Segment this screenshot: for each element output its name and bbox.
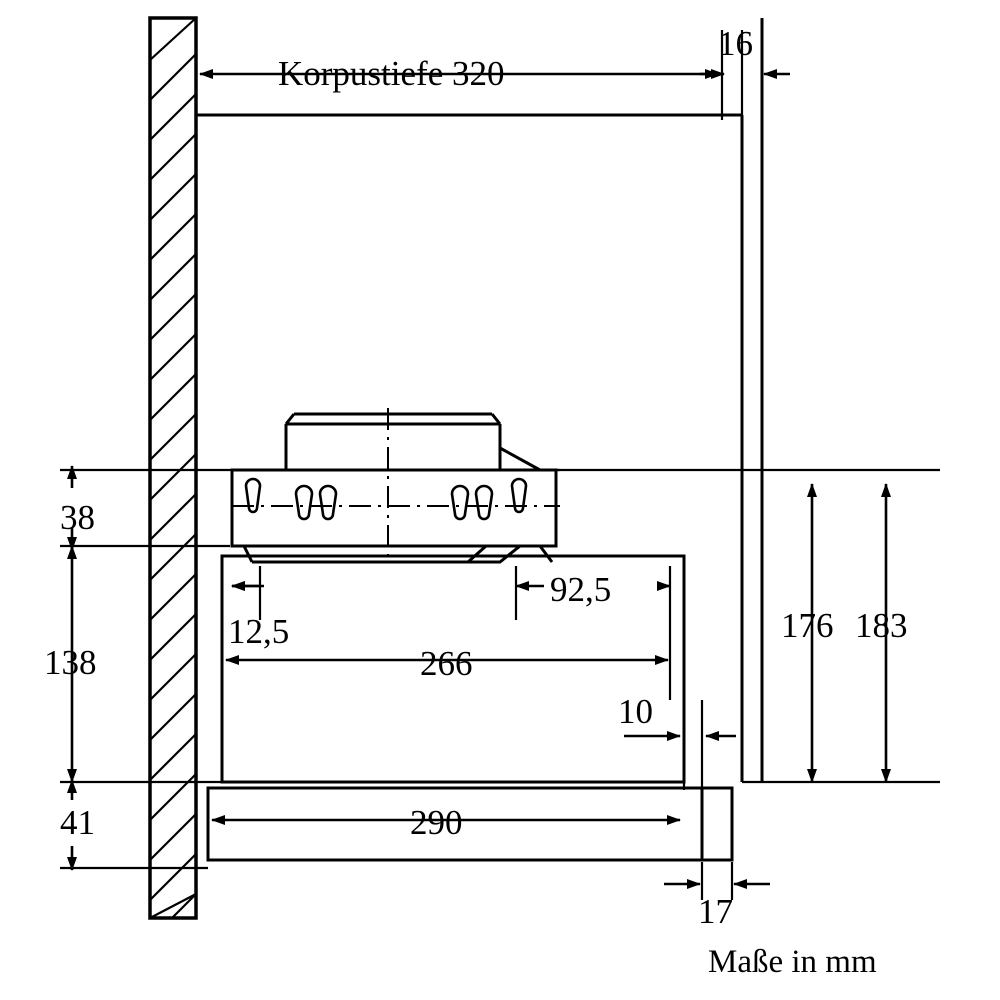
dim-label-138: 138 — [44, 643, 97, 682]
dim-label-17: 17 — [698, 892, 733, 931]
dim-label-10: 10 — [618, 692, 653, 731]
dim-label-176: 176 — [781, 606, 834, 645]
dim-label-290: 290 — [410, 803, 463, 842]
dim-label-38: 38 — [60, 498, 95, 537]
mounting-keyhole-slots — [246, 479, 526, 519]
dimension-arrow-lines — [72, 74, 886, 884]
footer-units-note: Maße in mm — [708, 944, 877, 980]
dim-label-korpustiefe: Korpustiefe 320 — [278, 54, 505, 93]
dim-label-266: 266 — [420, 644, 473, 683]
hood-pullout-drawer — [208, 788, 732, 860]
dim-label-16: 16 — [718, 24, 753, 63]
hood-motor-housing — [232, 414, 556, 562]
cabinet-outline — [196, 18, 762, 782]
dim-label-92-5: 92,5 — [550, 570, 612, 609]
dim-label-41: 41 — [60, 803, 95, 842]
dim-label-183: 183 — [855, 606, 908, 645]
center-axis-lines — [232, 408, 560, 556]
dim-label-12-5: 12,5 — [228, 612, 290, 651]
